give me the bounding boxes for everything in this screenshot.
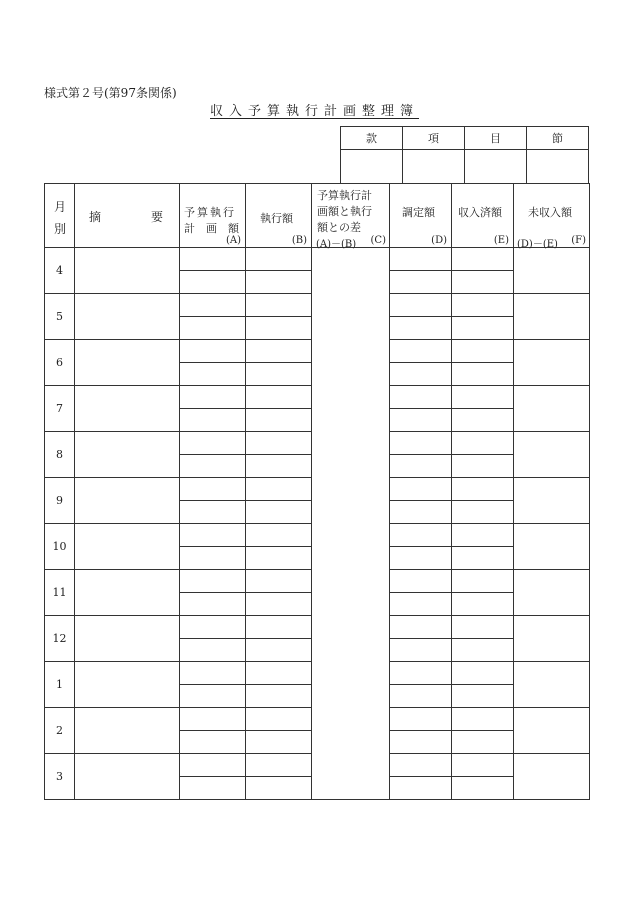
received-amount-cell[interactable] <box>452 386 514 409</box>
assessed-amount-subcell[interactable] <box>390 409 452 432</box>
assessed-amount-cell[interactable] <box>390 432 452 455</box>
header-month-top: 月 <box>54 200 67 214</box>
exec-amount-subcell[interactable] <box>246 271 312 294</box>
received-amount-subcell[interactable] <box>452 363 514 386</box>
account-table <box>340 126 589 184</box>
received-amount-cell[interactable] <box>452 708 514 731</box>
difference-cell[interactable] <box>312 248 390 800</box>
header-diff-line1: 予算執行計 <box>317 189 372 202</box>
unreceived-amount-cell[interactable] <box>514 662 590 708</box>
assessed-amount-cell[interactable] <box>390 524 452 547</box>
exec-amount-subcell[interactable] <box>246 639 312 662</box>
plan-amount-cell[interactable] <box>180 662 246 685</box>
plan-amount-cell[interactable] <box>180 248 246 271</box>
unreceived-amount-cell[interactable] <box>514 616 590 662</box>
assessed-amount-subcell[interactable] <box>390 685 452 708</box>
plan-amount-cell[interactable] <box>180 478 246 501</box>
unreceived-amount-cell[interactable] <box>514 524 590 570</box>
account-moku-header: 目 <box>465 127 527 150</box>
month-cell: 5 <box>45 294 75 340</box>
plan-amount-cell[interactable] <box>180 432 246 455</box>
unreceived-amount-cell[interactable] <box>514 248 590 294</box>
month-cell: 3 <box>45 754 75 800</box>
received-amount-subcell[interactable] <box>452 593 514 616</box>
header-summary <box>75 184 180 248</box>
plan-amount-subcell[interactable] <box>180 501 246 524</box>
received-amount-cell[interactable] <box>452 432 514 455</box>
header-month <box>45 184 75 248</box>
header-exec-mark: (B) <box>291 235 307 246</box>
assessed-amount-subcell[interactable] <box>390 593 452 616</box>
header-month-bottom: 別 <box>54 222 67 236</box>
header-received-label: 収入済額 <box>458 206 502 219</box>
plan-amount-subcell[interactable] <box>180 271 246 294</box>
header-summary-right: 要 <box>151 210 164 224</box>
header-summary-left: 摘 <box>89 210 102 224</box>
month-cell: 6 <box>45 340 75 386</box>
summary-cell[interactable] <box>75 570 180 616</box>
plan-amount-cell[interactable] <box>180 570 246 593</box>
assessed-amount-cell[interactable] <box>390 386 452 409</box>
plan-amount-subcell[interactable] <box>180 777 246 800</box>
form-label: 様式第２号(第97条関係) <box>44 86 177 100</box>
summary-cell[interactable] <box>75 662 180 708</box>
plan-amount-subcell[interactable] <box>180 409 246 432</box>
summary-cell[interactable] <box>75 248 180 294</box>
plan-amount-subcell[interactable] <box>180 593 246 616</box>
header-unreceived-mark: (F) <box>571 235 586 246</box>
plan-amount-cell[interactable] <box>180 524 246 547</box>
header-assessed-mark: (D) <box>431 235 447 246</box>
received-amount-cell[interactable] <box>452 754 514 777</box>
assessed-amount-cell[interactable] <box>390 294 452 317</box>
summary-cell[interactable] <box>75 432 180 478</box>
received-amount-cell[interactable] <box>452 248 514 271</box>
summary-cell[interactable] <box>75 294 180 340</box>
account-value-row <box>341 150 589 184</box>
month-cell: 11 <box>45 570 75 616</box>
header-assessed <box>390 184 452 248</box>
assessed-amount-subcell[interactable] <box>390 777 452 800</box>
unreceived-amount-cell[interactable] <box>514 386 590 432</box>
exec-amount-cell[interactable] <box>246 294 312 317</box>
account-header-row <box>341 127 589 150</box>
month-cell: 1 <box>45 662 75 708</box>
unreceived-amount-cell[interactable] <box>514 570 590 616</box>
month-cell: 7 <box>45 386 75 432</box>
received-amount-cell[interactable] <box>452 570 514 593</box>
exec-amount-subcell[interactable] <box>246 685 312 708</box>
plan-amount-subcell[interactable] <box>180 731 246 754</box>
plan-amount-cell[interactable] <box>180 340 246 363</box>
exec-amount-cell[interactable] <box>246 754 312 777</box>
exec-amount-subcell[interactable] <box>246 317 312 340</box>
month-cell: 8 <box>45 432 75 478</box>
header-unreceived-formula: (D)－(E) <box>517 239 558 250</box>
received-amount-subcell[interactable] <box>452 777 514 800</box>
assessed-amount-subcell[interactable] <box>390 731 452 754</box>
header-diff-line3: 額との差 <box>317 221 361 234</box>
assessed-amount-subcell[interactable] <box>390 317 452 340</box>
account-kou-header: 項 <box>403 127 465 150</box>
received-amount-subcell[interactable] <box>452 455 514 478</box>
assessed-amount-cell[interactable] <box>390 248 452 271</box>
received-amount-subcell[interactable] <box>452 685 514 708</box>
account-setsu-cell[interactable] <box>527 150 589 184</box>
received-amount-subcell[interactable] <box>452 639 514 662</box>
plan-amount-subcell[interactable] <box>180 317 246 340</box>
exec-amount-subcell[interactable] <box>246 547 312 570</box>
exec-amount-cell[interactable] <box>246 340 312 363</box>
ledger-table <box>44 183 590 800</box>
assessed-amount-cell[interactable] <box>390 340 452 363</box>
header-diff-line2: 画額と執行 <box>317 205 372 218</box>
exec-amount-cell[interactable] <box>246 570 312 593</box>
exec-amount-cell[interactable] <box>246 708 312 731</box>
summary-cell[interactable] <box>75 340 180 386</box>
header-plan-line1: 予算執行 <box>184 206 236 219</box>
plan-amount-subcell[interactable] <box>180 363 246 386</box>
received-amount-subcell[interactable] <box>452 317 514 340</box>
assessed-amount-subcell[interactable] <box>390 639 452 662</box>
header-plan <box>180 184 246 248</box>
exec-amount-subcell[interactable] <box>246 731 312 754</box>
plan-amount-cell[interactable] <box>180 708 246 731</box>
received-amount-subcell[interactable] <box>452 547 514 570</box>
assessed-amount-subcell[interactable] <box>390 363 452 386</box>
received-amount-cell[interactable] <box>452 340 514 363</box>
received-amount-cell[interactable] <box>452 478 514 501</box>
unreceived-amount-cell[interactable] <box>514 432 590 478</box>
unreceived-amount-cell[interactable] <box>514 294 590 340</box>
received-amount-cell[interactable] <box>452 294 514 317</box>
month-row <box>45 248 590 271</box>
plan-amount-cell[interactable] <box>180 386 246 409</box>
received-amount-subcell[interactable] <box>452 409 514 432</box>
exec-amount-subcell[interactable] <box>246 363 312 386</box>
exec-amount-subcell[interactable] <box>246 409 312 432</box>
assessed-amount-cell[interactable] <box>390 754 452 777</box>
summary-cell[interactable] <box>75 708 180 754</box>
plan-amount-subcell[interactable] <box>180 685 246 708</box>
exec-amount-cell[interactable] <box>246 248 312 271</box>
month-cell: 9 <box>45 478 75 524</box>
assessed-amount-subcell[interactable] <box>390 501 452 524</box>
exec-amount-cell[interactable] <box>246 386 312 409</box>
header-exec <box>246 184 312 248</box>
ledger-header-row <box>45 184 590 248</box>
summary-cell[interactable] <box>75 524 180 570</box>
summary-cell[interactable] <box>75 616 180 662</box>
header-plan-mark: (A) <box>225 235 241 246</box>
exec-amount-subcell[interactable] <box>246 501 312 524</box>
header-assessed-label: 調定額 <box>402 206 435 219</box>
plan-amount-cell[interactable] <box>180 294 246 317</box>
plan-amount-cell[interactable] <box>180 754 246 777</box>
assessed-amount-cell[interactable] <box>390 478 452 501</box>
assessed-amount-subcell[interactable] <box>390 455 452 478</box>
exec-amount-cell[interactable] <box>246 478 312 501</box>
received-amount-subcell[interactable] <box>452 501 514 524</box>
unreceived-amount-cell[interactable] <box>514 340 590 386</box>
assessed-amount-subcell[interactable] <box>390 271 452 294</box>
assessed-amount-subcell[interactable] <box>390 547 452 570</box>
header-plan-line2: 計 画 額 <box>184 222 239 235</box>
month-cell: 2 <box>45 708 75 754</box>
exec-amount-subcell[interactable] <box>246 593 312 616</box>
received-amount-subcell[interactable] <box>452 271 514 294</box>
assessed-amount-cell[interactable] <box>390 662 452 685</box>
month-cell: 4 <box>45 248 75 294</box>
assessed-amount-cell[interactable] <box>390 616 452 639</box>
account-moku-cell[interactable] <box>465 150 527 184</box>
plan-amount-cell[interactable] <box>180 616 246 639</box>
header-diff <box>312 184 390 248</box>
month-cell: 12 <box>45 616 75 662</box>
account-setsu-header: 節 <box>527 127 589 150</box>
header-unreceived-label: 未収入額 <box>528 206 572 219</box>
document-title: 収入予算執行計画整理簿 <box>210 104 420 119</box>
header-unreceived <box>514 184 590 248</box>
header-received <box>452 184 514 248</box>
header-diff-mark: (C) <box>370 235 386 246</box>
unreceived-amount-cell[interactable] <box>514 478 590 524</box>
unreceived-amount-cell[interactable] <box>514 708 590 754</box>
assessed-amount-cell[interactable] <box>390 708 452 731</box>
unreceived-amount-cell[interactable] <box>514 754 590 800</box>
summary-cell[interactable] <box>75 478 180 524</box>
header-diff-formula: (A)－(B) <box>316 239 357 250</box>
exec-amount-subcell[interactable] <box>246 455 312 478</box>
exec-amount-cell[interactable] <box>246 662 312 685</box>
summary-cell[interactable] <box>75 754 180 800</box>
received-amount-cell[interactable] <box>452 524 514 547</box>
summary-cell[interactable] <box>75 386 180 432</box>
exec-amount-cell[interactable] <box>246 432 312 455</box>
plan-amount-subcell[interactable] <box>180 639 246 662</box>
exec-amount-cell[interactable] <box>246 524 312 547</box>
account-kou-cell[interactable] <box>403 150 465 184</box>
received-amount-cell[interactable] <box>452 662 514 685</box>
exec-amount-subcell[interactable] <box>246 777 312 800</box>
received-amount-cell[interactable] <box>452 616 514 639</box>
account-kan-header: 款 <box>341 127 403 150</box>
header-received-mark: (E) <box>493 235 509 246</box>
account-kan-cell[interactable] <box>341 150 403 184</box>
plan-amount-subcell[interactable] <box>180 455 246 478</box>
exec-amount-cell[interactable] <box>246 616 312 639</box>
received-amount-subcell[interactable] <box>452 731 514 754</box>
header-exec-label: 執行額 <box>260 212 293 225</box>
assessed-amount-cell[interactable] <box>390 570 452 593</box>
plan-amount-subcell[interactable] <box>180 547 246 570</box>
month-cell: 10 <box>45 524 75 570</box>
